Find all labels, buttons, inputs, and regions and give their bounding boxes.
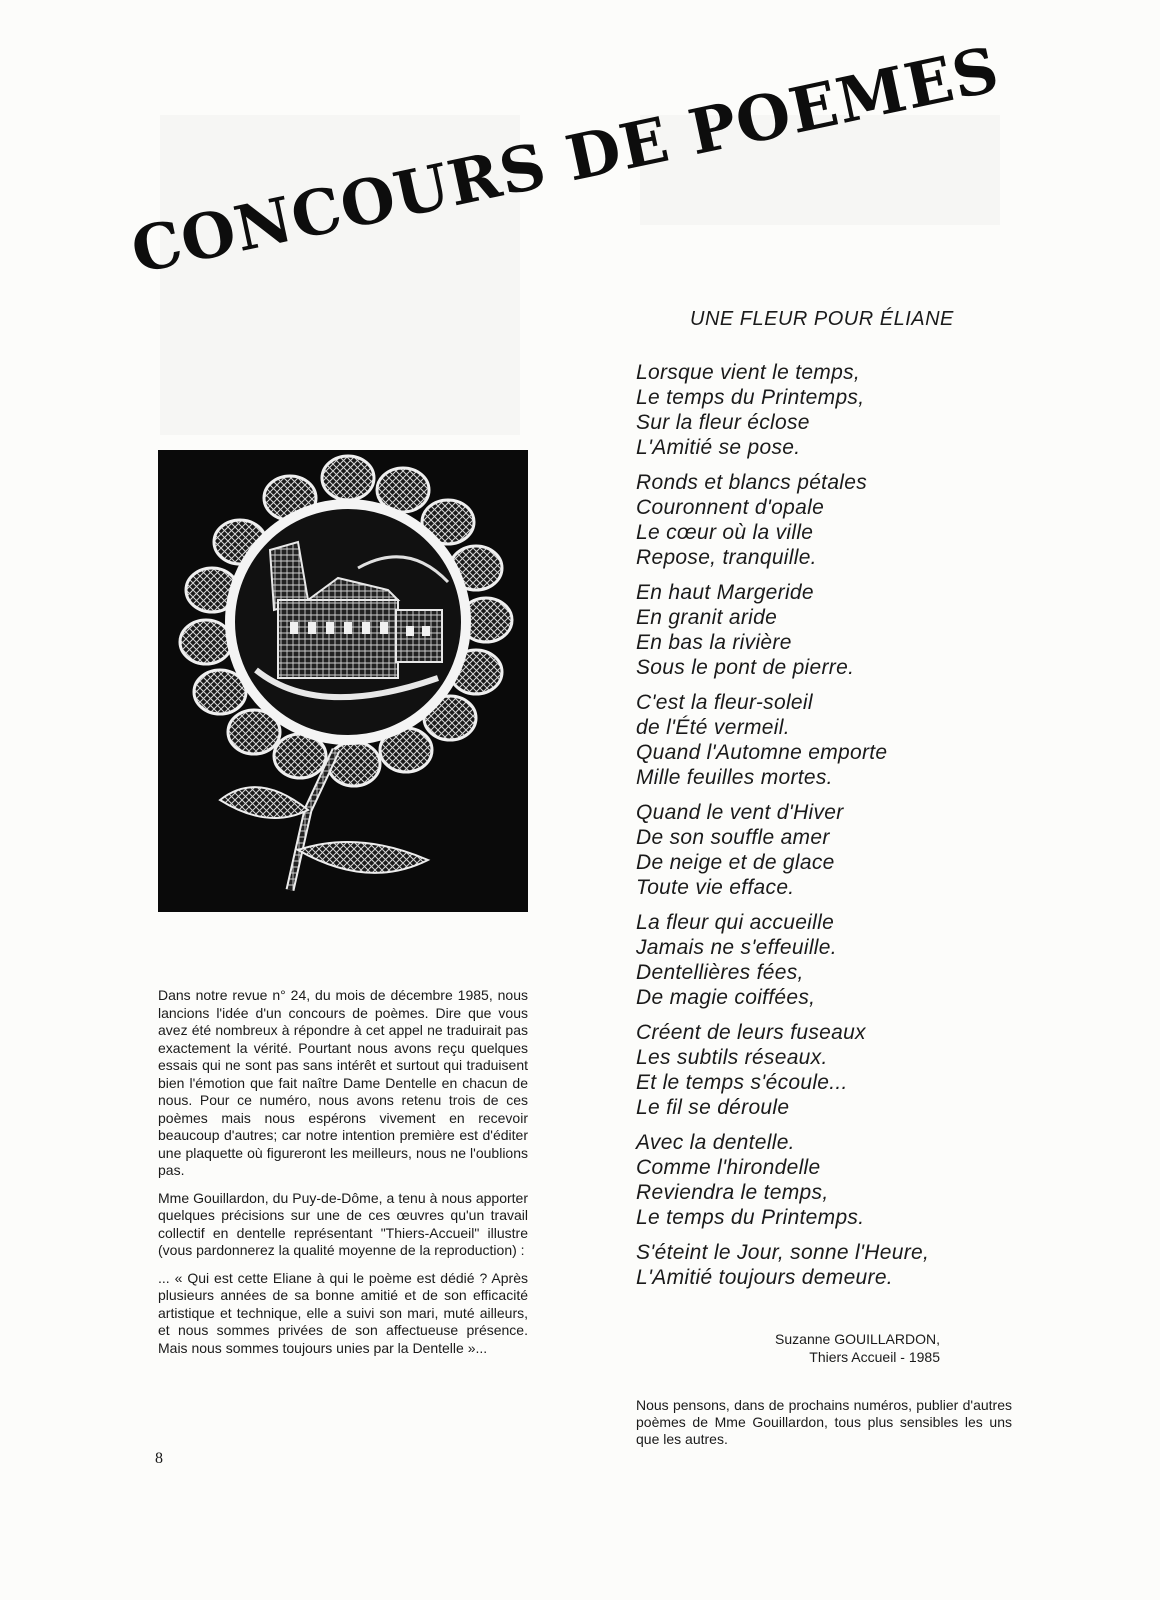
stanza-9 — [636, 1240, 1096, 1290]
poem-line: Sous le pont de pierre. — [636, 656, 855, 679]
poem-line: De magie coiffées, — [636, 986, 816, 1009]
poem-line: Le temps du Printemps, — [636, 386, 865, 409]
poem-line: L'Amitié se pose. — [636, 436, 801, 459]
poem-line: La fleur qui accueille — [636, 911, 835, 934]
poem-line: Le fil se déroule — [636, 1096, 790, 1119]
stanza-6 — [636, 910, 1096, 1010]
poem-line: Toute vie efface. — [636, 876, 795, 899]
poem-line: Créent de leurs fuseaux — [636, 1021, 866, 1044]
poem-line: Quand l'Automne emporte — [636, 741, 888, 764]
poem-signature — [700, 1330, 940, 1366]
poem-line: Jamais ne s'effeuille. — [636, 936, 837, 959]
headline: CONCOURS DE POEMES — [125, 32, 1006, 288]
poem-line: Le cœur où la ville — [636, 521, 814, 544]
stanza-5 — [636, 800, 1096, 900]
poem-title: UNE FLEUR POUR ÉLIANE — [690, 308, 954, 330]
poem-line: De neige et de glace — [636, 851, 835, 874]
intro-article — [158, 987, 528, 1367]
poem-line: En granit aride — [636, 606, 778, 629]
author-name: Suzanne GOUILLARDON, — [775, 1331, 940, 1347]
intro-paragraph: ... « Qui est cette Eliane à qui le poème est dédié ? Après plusieurs années de sa bonne amitié et de son efficacité artistique et technique, elle a suivi son mari, muté ailleurs, et nous sommes privées de son affectueuse présence. Mais nous sommes toujours unies par la Dentelle »... — [158, 1269, 528, 1356]
stanza-3 — [636, 580, 1096, 680]
poem-line: L'Amitié toujours demeure. — [636, 1266, 893, 1289]
poem-line: Dentellières fées, — [636, 961, 804, 984]
poem-line: Avec la dentelle. — [636, 1131, 795, 1154]
poem-line: Ronds et blancs pétales — [636, 471, 868, 494]
poem-line: Le temps du Printemps. — [636, 1206, 865, 1229]
stanza-2 — [636, 470, 1096, 570]
intro-paragraph: Dans notre revue n° 24, du mois de décembre 1985, nous lancions l'idée d'un concours de poèmes. Dire que vous avez été nombreux à répondre à cet appel ne traduirait pas exactement la vérité. Pourtant nous avons reçu quelques essais qui ne sont pas sans intérêt et surtout qui traduisent bien l'émotion que fait naître Dame Dentelle en chacun de nous. Pour ce numéro, nous avons retenu trois de ces poèmes mais nous espérons vivement en recevoir beaucoup d'autres; car notre intention première est d'éditer une plaquette où figureront les meilleurs, nous ne l'oublions pas. — [158, 987, 528, 1178]
poem-line: de l'Été vermeil. — [636, 716, 790, 739]
poem-line: Mille feuilles mortes. — [636, 766, 833, 789]
poem-line: En haut Margeride — [636, 581, 814, 604]
lace-sunflower-illustration — [158, 450, 528, 912]
poem-line: Repose, tranquille. — [636, 546, 817, 569]
page-number: 8 — [155, 1450, 163, 1467]
poem-line: Et le temps s'écoule... — [636, 1071, 848, 1094]
closing-note: Nous pensons, dans de prochains numéros, publier d'autres poèmes de Mme Gouillardon, tous plus sensibles les uns que les autres. — [636, 1397, 1012, 1447]
poem-line: Comme l'hirondelle — [636, 1156, 821, 1179]
stanza-8 — [636, 1130, 1096, 1230]
author-affiliation: Thiers Accueil - 1985 — [809, 1349, 940, 1365]
poem-line: De son souffle amer — [636, 826, 830, 849]
poem-line: Couronnent d'opale — [636, 496, 825, 519]
poem-line: Quand le vent d'Hiver — [636, 801, 844, 824]
poem-line: Lorsque vient le temps, — [636, 361, 861, 384]
intro-paragraph: Mme Gouillardon, du Puy-de-Dôme, a tenu à nous apporter quelques précisions sur une de ces œuvres qu'un travail collectif en dentelle représentant "Thiers-Accueil" illustre (vous pardonnerez la qualité moyenne de la reproduction) : — [158, 1189, 528, 1258]
poem-line: Reviendra le temps, — [636, 1181, 829, 1204]
poem-line: Les subtils réseaux. — [636, 1046, 828, 1069]
poem-line: C'est la fleur-soleil — [636, 691, 813, 714]
poem-line: Sur la fleur éclose — [636, 411, 810, 434]
stanza-7 — [636, 1020, 1096, 1120]
lace-sunflower-photo — [158, 450, 528, 912]
stanza-1 — [636, 360, 1096, 460]
poem-body — [636, 360, 1096, 1300]
poem-line: En bas la rivière — [636, 631, 792, 654]
poem-line: S'éteint le Jour, sonne l'Heure, — [636, 1241, 930, 1264]
stanza-4 — [636, 690, 1096, 790]
